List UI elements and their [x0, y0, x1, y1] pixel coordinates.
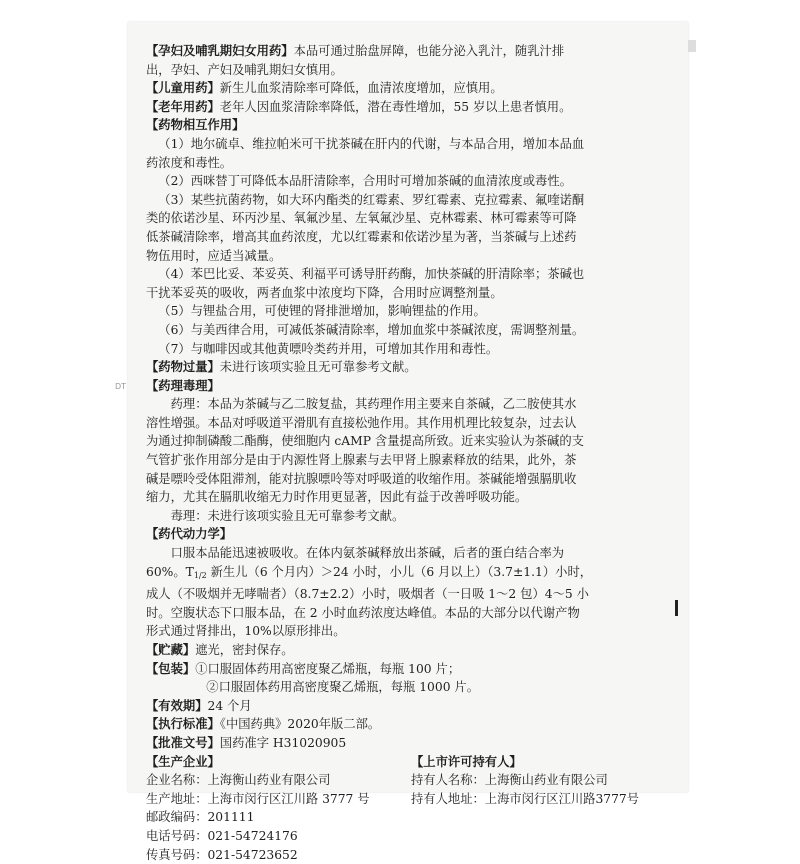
section-heading-line	[146, 525, 671, 544]
section-label: 【执行标准】	[146, 716, 220, 732]
manufacturer-heading: 【生产企业】	[146, 753, 220, 769]
company-row	[146, 790, 671, 809]
paragraph-line: 物伍用时，应适当减量。	[146, 248, 282, 263]
paragraph-line: 碱是嘌呤受体阻滞剂，能对抗腺嘌呤等对呼吸道的收缩作用。茶碱能增强膈肌收	[146, 471, 577, 486]
section-label: 【老年用药】	[146, 98, 220, 114]
paragraph-line: 类的依诺沙星、环丙沙星、氧氟沙星、左氧氟沙星、克林霉素、林可霉素等可降	[146, 211, 577, 226]
license-holder-info: 持有人名称：上海衡山药业有限公司	[411, 773, 608, 788]
list-item-line: （7）与咖啡因或其他黄嘌呤类药并用，可增加其作用和毒性。	[158, 341, 499, 356]
paragraph-line: 缩力，尤其在膈肌收缩无力时作用更显著，因此有益于改善呼吸功能。	[146, 490, 528, 505]
section-text: 《中国药典》2020年版二部。	[219, 717, 381, 732]
paragraph-line: 出，孕妇、产妇及哺乳期妇女慎用。	[146, 62, 343, 77]
leaflet-content	[146, 42, 671, 864]
edge-top-mark	[688, 40, 696, 52]
list-item-line: （2）西咪替丁可降低本品肝清除率，合用时可增加茶碱的血清浓度或毒性。	[158, 174, 572, 189]
paragraph-line	[146, 563, 671, 586]
edge-mark	[675, 600, 678, 616]
section-text: 24 个月	[207, 698, 252, 713]
section-label: 【有效期】	[146, 697, 208, 713]
section-label: 【药物相互作用】	[146, 117, 245, 133]
manufacturer-info: 企业名称：上海衡山药业有限公司	[146, 773, 331, 788]
manufacturer-info: 邮政编码：201111	[146, 810, 255, 825]
paragraph-line: 低茶碱清除率，增高其血药浓度，尤以红霉素和依诺沙星为著，当茶碱与上述药	[146, 229, 577, 244]
halflife-prefix: 60%。T	[146, 564, 194, 579]
paragraph-line: 成人（不吸烟并无哮喘者）（8.7±2.2）小时，吸烟者（一日吸 1～2 包）4～5 小	[146, 587, 589, 602]
paragraph-line: 时。空腹状态下口服本品，在 2 小时血药浓度达峰值。本品的大部分以代谢产物	[146, 605, 580, 620]
list-item-line: （1）地尔硫卓、维拉帕米可干扰茶碱在肝内的代谢，与本品合用，增加本品血	[158, 136, 585, 151]
halflife-subscript: 1/2	[193, 570, 207, 580]
section-label: 【贮藏】	[146, 642, 196, 657]
manufacturer-info: 传真号码：021-54723652	[146, 847, 298, 862]
company-row	[146, 846, 671, 864]
section-heading-line	[146, 377, 671, 396]
section-label: 【包装】	[146, 660, 196, 676]
section-text: 老年人因血浆清除率降低，潜在毒性增加，55 岁以上患者慎用。	[219, 99, 572, 114]
section-heading-line	[146, 734, 671, 753]
section-heading-line	[146, 98, 671, 117]
section-heading-line	[146, 116, 671, 135]
section-label: 【药理毒理】	[146, 377, 220, 393]
section-text: 本品可通过胎盘屏障，也能分泌入乳汁，随乳汁排	[293, 44, 565, 58]
paragraph-line: 口服本品能迅速被吸收。在体内氨茶碱释放出茶碱，后者的蛋白结合率为	[170, 546, 565, 561]
list-item-line: （6）与美西律合用，可减低茶碱清除率，增加血浆中茶碱浓度，需调整剂量。	[158, 322, 585, 337]
paragraph-line: 药理：本品为茶碱与乙二胺复盐，其药理作用主要来自茶碱，乙二胺使其水	[170, 397, 577, 412]
list-item-line: （4）苯巴比妥、苯妥英、利福平可诱导肝药酶，加快茶碱的肝清除率；茶碱也	[158, 267, 585, 282]
section-label: 【儿童用药】	[146, 80, 220, 96]
license-holder-info: 持有人地址：上海市闵行区江川路3777号	[411, 791, 640, 806]
section-heading-line	[146, 358, 671, 377]
section-label: 【孕妇及哺乳期妇女用药】	[146, 43, 294, 58]
company-row	[146, 808, 671, 827]
side-mark: DT	[115, 382, 127, 391]
section-label: 【药代动力学】	[146, 526, 233, 542]
paragraph-line: 毒理：未进行该项实验且无可靠参考文献。	[170, 508, 405, 523]
leaflet-sheet	[128, 22, 688, 862]
section-heading-line	[146, 715, 671, 734]
paragraph-line: 气管扩张作用部分是由于内源性肾上腺素与去甲肾上腺素释放的结果，此外，茶	[146, 453, 577, 468]
paragraph-line: ②口服固体药用高密度聚乙烯瓶，每瓶 1000 片。	[206, 680, 480, 695]
section-text: 未进行该项实验且无可靠参考文献。	[219, 360, 417, 375]
section-heading-line	[146, 641, 671, 660]
company-row	[146, 771, 671, 790]
section-heading-line	[146, 79, 671, 98]
list-item-line: （3）某些抗菌药物，如大环内酯类的红霉素、罗红霉素、克拉霉素、氟喹诺酮	[158, 192, 585, 207]
manufacturer-info: 生产地址：上海市闵行区江川路 3777 号	[146, 791, 370, 806]
paragraph-line: 形式通过肾排出，10%以原形排出。	[146, 624, 346, 639]
section-heading-line	[146, 42, 671, 61]
section-text: 国药准字 H31020905	[219, 735, 347, 750]
section-heading-line	[146, 660, 671, 679]
paragraph-line: 溶性增强。本品对呼吸道平滑肌有直接松弛作用。其作用机理比较复杂，过去认	[146, 415, 577, 430]
paragraph-line: 干扰苯妥英的吸收，两者血浆中浓度均下降，合用时应调整剂量。	[146, 285, 503, 300]
section-label: 【药物过量】	[146, 359, 220, 375]
company-row	[146, 827, 671, 846]
license-holder-heading: 【上市许可持有人】	[411, 753, 522, 769]
section-heading-line	[146, 697, 671, 716]
manufacturer-info: 电话号码：021-54724176	[146, 828, 298, 843]
section-text: ①口服固体药用高密度聚乙烯瓶，每瓶 100 片；	[195, 661, 461, 676]
list-item-line: （5）与锂盐合用，可使锂的肾排泄增加，影响锂盐的作用。	[158, 304, 486, 319]
section-text: 遮光，密封保存。	[195, 643, 294, 657]
paragraph-line: 为通过抑制磷酸二酯酶，使细胞内 cAMP 含量提高所致。近来实验认为茶碱的支	[146, 434, 584, 449]
halflife-text: 新生儿（6 个月内）＞24 小时，小儿（6 月以上）（3.7±1.1）小时，	[206, 564, 593, 579]
company-header-row	[146, 753, 671, 772]
section-text: 新生儿血浆清除率可降低，血清浓度增加，应慎用。	[219, 81, 503, 96]
paragraph-line: 药浓度和毒性。	[146, 155, 233, 170]
section-label: 【批准文号】	[146, 734, 220, 750]
